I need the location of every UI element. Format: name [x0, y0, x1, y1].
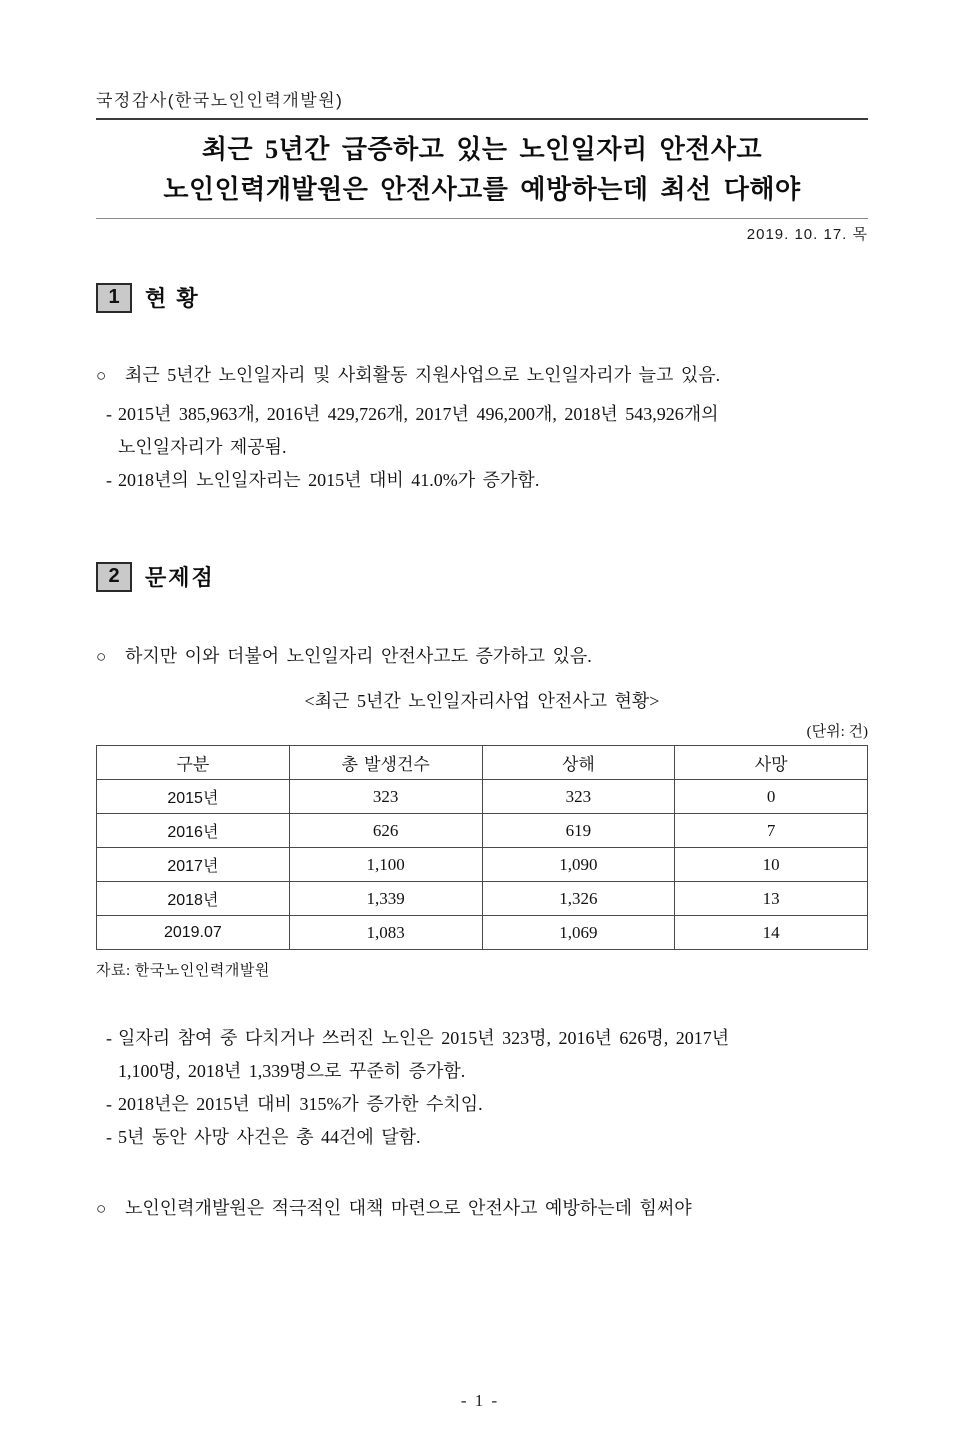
section-2-title: 문제점	[145, 565, 215, 590]
circle-bullet-marker: ○	[96, 1199, 107, 1218]
circle-bullet-marker: ○	[96, 647, 107, 666]
section-2-heading	[96, 561, 868, 592]
table-header-row	[97, 746, 868, 780]
list-item	[96, 1088, 868, 1121]
table-value-cell: 1,100	[289, 848, 482, 882]
dash-bullet-marker: -	[106, 404, 112, 424]
section-1-bullet-text: 최근 5년간 노인일자리 및 사회활동 지원사업으로 노인일자리가 늘고 있음.	[125, 365, 721, 385]
section-2-subitem-2: 2018년은 2015년 대비 315%가 증가한 수치임.	[118, 1094, 483, 1114]
document-date: 2019. 10. 17. 목	[746, 226, 868, 243]
table-row	[97, 882, 868, 916]
table-value-cell: 323	[289, 780, 482, 814]
table-value-cell: 1,326	[482, 882, 675, 916]
section-1-subitem-1-line2: 노인일자리가 제공됨.	[118, 437, 287, 457]
dash-bullet-marker: -	[106, 1094, 112, 1114]
table-title: <최근 5년간 노인일자리사업 안전사고 현황>	[304, 691, 660, 711]
table-value-cell: 626	[289, 814, 482, 848]
section-2-closing-bullet	[96, 1192, 868, 1225]
section-2-subitem-3: 5년 동안 사망 사건은 총 44건에 달함.	[118, 1127, 421, 1147]
table-row	[97, 916, 868, 950]
document-title-line2: 노인인력개발원은 안전사고를 예방하는데 최선 다해야	[163, 175, 801, 204]
accident-statistics-table	[96, 745, 868, 950]
table-year-cell: 2016년	[97, 814, 290, 848]
section-2-sublist	[96, 1022, 868, 1154]
section-1-heading	[96, 282, 868, 313]
section-2-subitem-1	[118, 1022, 868, 1088]
page-number: - 1 -	[460, 1391, 500, 1410]
section-2-subitem-1-line2: 1,100명, 2018년 1,339명으로 꾸준히 증가함.	[118, 1061, 466, 1081]
table-value-cell: 14	[675, 916, 868, 950]
dash-bullet-marker: -	[106, 1028, 112, 1048]
circle-bullet-marker: ○	[96, 366, 107, 385]
table-row	[97, 814, 868, 848]
table-value-cell: 1,083	[289, 916, 482, 950]
section-2-bullet-text: 하지만 이와 더불어 노인일자리 안전사고도 증가하고 있음.	[125, 646, 592, 666]
table-value-cell: 7	[675, 814, 868, 848]
table-row	[97, 848, 868, 882]
list-item	[96, 1121, 868, 1154]
table-value-cell: 619	[482, 814, 675, 848]
table-value-cell: 0	[675, 780, 868, 814]
table-unit-label: (단위: 건)	[806, 724, 868, 740]
section-1-number-box: 1	[96, 283, 132, 313]
table-header-cell: 총 발생건수	[289, 746, 482, 780]
table-year-cell: 2019.07	[97, 916, 290, 950]
table-value-cell: 323	[482, 780, 675, 814]
section-1-subitem-2: 2018년의 노인일자리는 2015년 대비 41.0%가 증가함.	[118, 470, 540, 490]
table-value-cell: 1,090	[482, 848, 675, 882]
section-2-closing-text: 노인인력개발원은 적극적인 대책 마련으로 안전사고 예방하는데 힘써야	[125, 1198, 692, 1218]
document-title	[96, 130, 868, 219]
section-2-number-box: 2	[96, 562, 132, 592]
table-header-cell: 사망	[675, 746, 868, 780]
list-item	[96, 464, 868, 497]
section-1-bullet	[96, 359, 868, 392]
dash-bullet-marker: -	[106, 470, 112, 490]
list-item	[96, 1022, 868, 1088]
table-year-cell: 2015년	[97, 780, 290, 814]
section-2-bullet	[96, 640, 868, 673]
section-1-title: 현 황	[145, 286, 200, 311]
table-year-cell: 2018년	[97, 882, 290, 916]
dash-bullet-marker: -	[106, 1127, 112, 1147]
table-header-cell: 상해	[482, 746, 675, 780]
section-1-sublist	[96, 398, 868, 497]
table-value-cell: 1,339	[289, 882, 482, 916]
document-page	[0, 86, 960, 1225]
table-value-cell: 10	[675, 848, 868, 882]
table-row	[97, 780, 868, 814]
table-value-cell: 1,069	[482, 916, 675, 950]
table-value-cell: 13	[675, 882, 868, 916]
list-item	[96, 398, 868, 464]
table-header-cell: 구분	[97, 746, 290, 780]
section-2-subitem-1-line1: 일자리 참여 중 다치거나 쓰러진 노인은 2015년 323명, 2016년 626명, 2017년	[118, 1028, 730, 1048]
document-title-line1: 최근 5년간 급증하고 있는 노인일자리 안전사고	[201, 135, 763, 164]
table-year-cell: 2017년	[97, 848, 290, 882]
section-1-subitem-1	[118, 398, 868, 464]
table-source-note: 자료: 한국노인인력개발원	[96, 963, 270, 979]
document-header-label: 국정감사(한국노인인력개발원)	[96, 86, 868, 120]
section-1-subitem-1-line1: 2015년 385,963개, 2016년 429,726개, 2017년 496,200개, 2018년 543,926개의	[118, 404, 719, 424]
